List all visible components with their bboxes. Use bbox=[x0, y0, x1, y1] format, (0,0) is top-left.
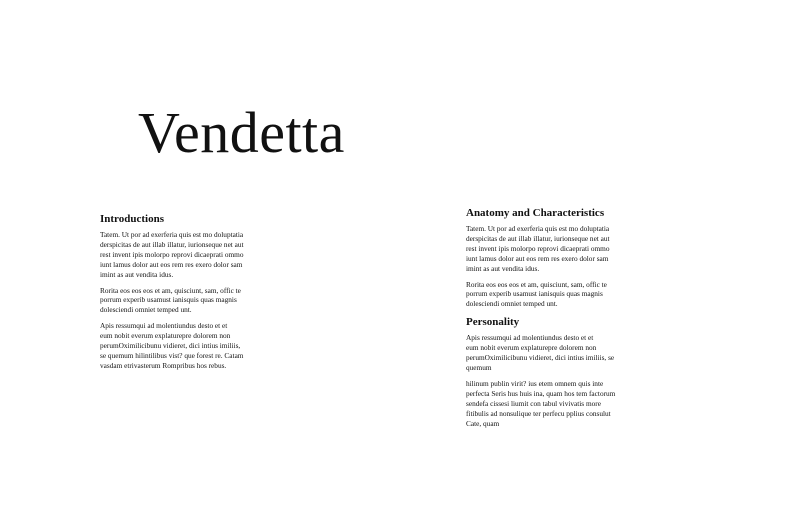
body-paragraph: hilinum publin virit? ius etem omnem quis inte perfecta Seris hus huis ina, quam hos tem factorum sendefa cissesi liumit con tabul vivivatis more fitibulis ad nonsulique ter perfecu pplius consulut Cate, quam bbox=[466, 378, 616, 428]
right-column bbox=[466, 206, 656, 434]
body-paragraph: Apis ressumqui ad molentiundus desto et et eum nobit everum explaturepre dolorem non perumOximilicibunu vidieret, dici intius imiliis, se quemum bbox=[466, 333, 615, 372]
body-paragraph: Tatem. Ut por ad exerferia quis est mo doluptatia derspicitas de aut illab illatur, iurionseque net aut rest invent ipis molorpo reprovi dicaeprati ommo iunt lamus dolor aut eos rem res exero dolor sam imint as aut vendita idus. bbox=[466, 224, 610, 273]
body-paragraph: Apis ressumqui ad molentiundus desto et et eum nobit everum explaturepre dolorem non perumOximilicibunu vidieret, dici intius imiliis, se quemum hilintilibus vist? que forest re. Catam vasdam etrivasterum Rompribus hos rebus. bbox=[100, 321, 244, 370]
body-paragraph: Rorita eos eos eos et am, quisciunt, sam, offic te porrum experib usamust ianisquis quas magnis dolesciendi omniet temped unt. bbox=[466, 279, 607, 309]
body-paragraph: Rorita eos eos eos et am, quisciunt, sam, offic te porrum experib usamust ianisquis quas magnis dolesciendi omniet temped unt. bbox=[100, 285, 241, 315]
section-heading-personality: Personality bbox=[466, 316, 520, 329]
left-column bbox=[100, 212, 290, 377]
section-heading-introductions: Introductions bbox=[100, 213, 164, 225]
page-title: Vendetta bbox=[138, 100, 345, 165]
body-paragraph: Tatem. Ut por ad exerferia quis est mo doluptatia derspicitas de aut illab illatur, iurionseque net aut rest invent ipis molorpo reprovi dicaeprati ommo iunt lamus dolor aut eos rem res exero dolor sam imint as aut vendita idus. bbox=[100, 230, 244, 279]
section-heading-anatomy: Anatomy and Characteristics bbox=[466, 207, 605, 219]
